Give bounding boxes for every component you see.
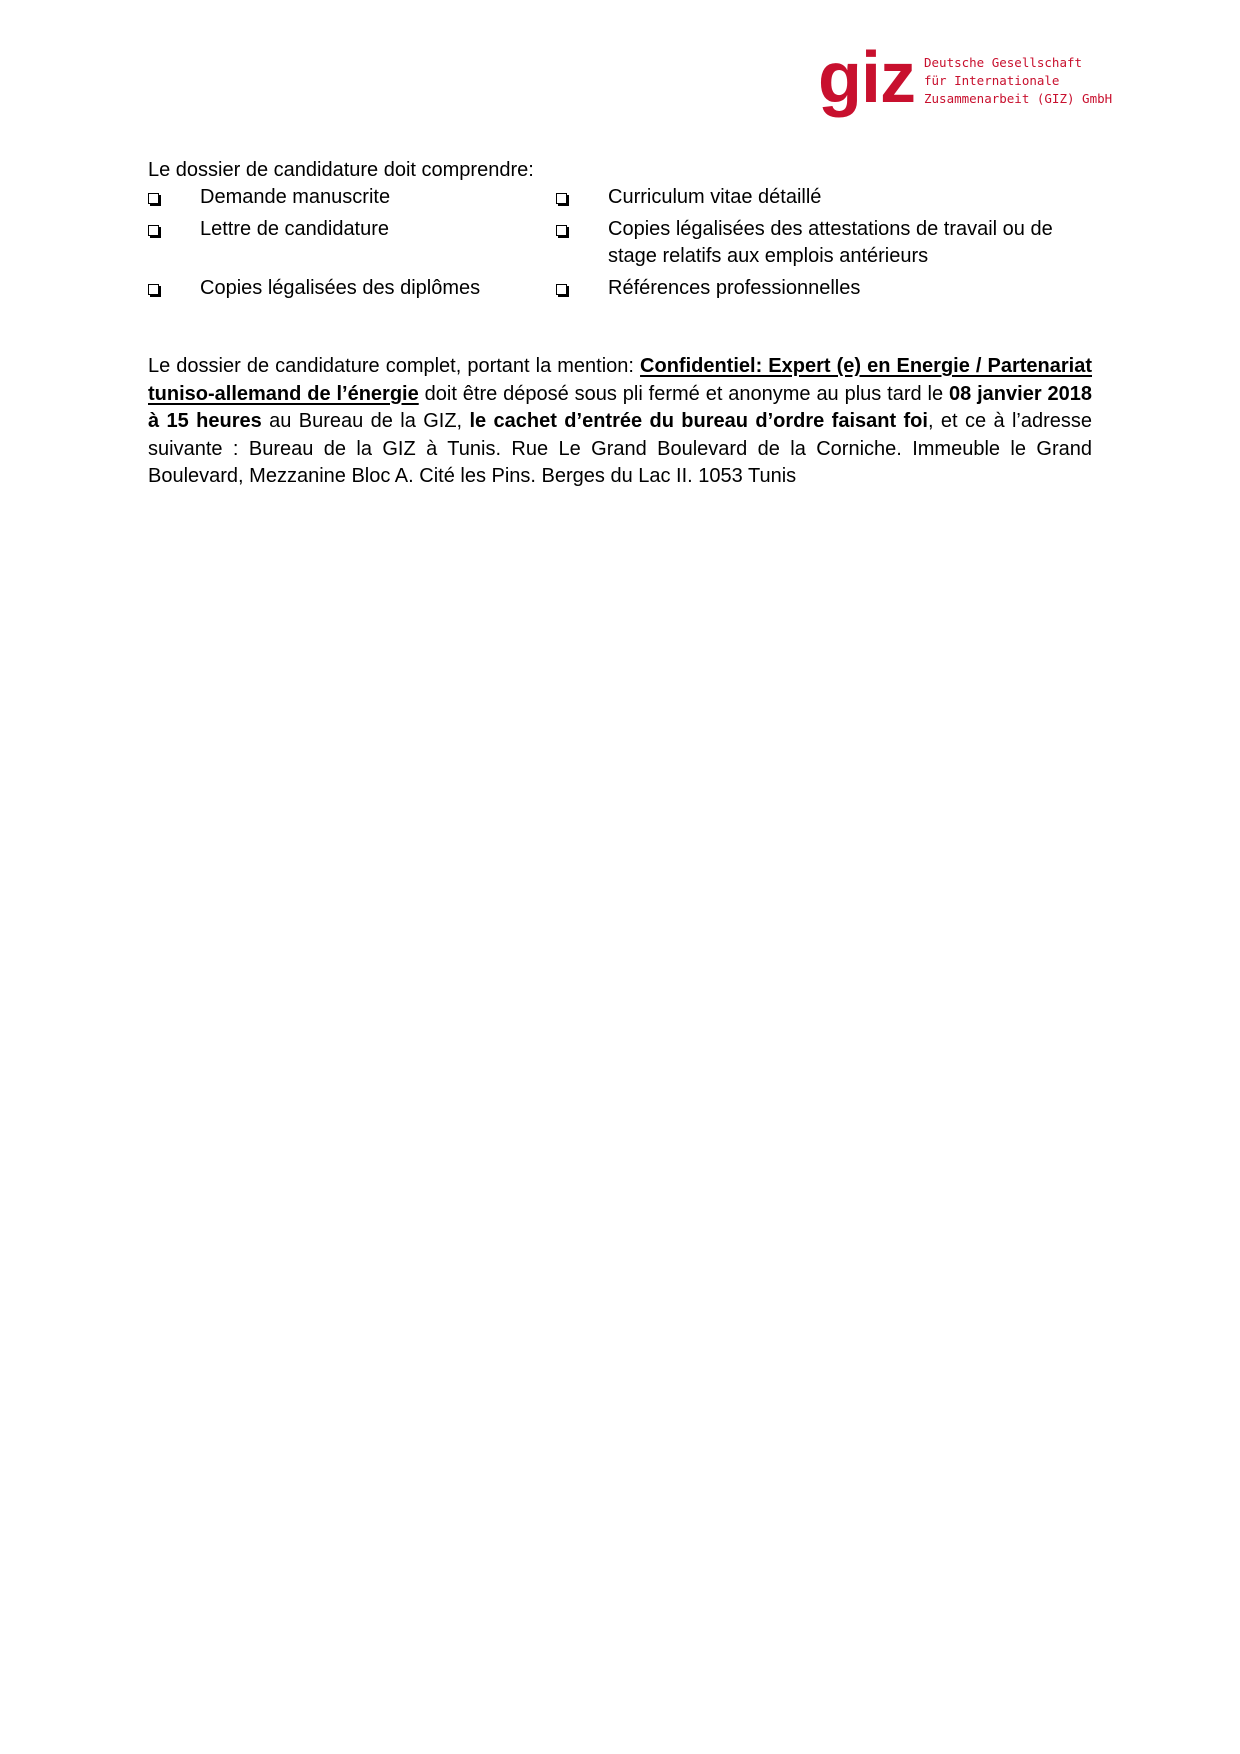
checkbox-icon xyxy=(148,284,159,295)
checklist-item-label: Copies légalisées des diplômes xyxy=(200,277,481,299)
logo-line-3: Zusammenarbeit (GIZ) GmbH xyxy=(924,91,1113,106)
checklist-item xyxy=(148,184,556,211)
checkbox-icon xyxy=(556,193,567,204)
deadline: 08 janvier 2018 à 15 heures xyxy=(148,382,1092,432)
giz-logo xyxy=(818,38,1113,120)
checklist-item xyxy=(148,216,556,270)
checklist-item-label: Demande manuscrite xyxy=(200,186,391,208)
checkbox-icon xyxy=(148,225,159,236)
address-text: , et ce à l’adresse suivante : Bureau de la GIZ à Tunis. Rue Le Grand Boulevard de la Corniche. Immeuble le Grand Boulevard, Mezzanine Bloc A. Cité les Pins. Berges du Lac II. 1053 Tunis xyxy=(148,410,1092,487)
checkbox-icon xyxy=(148,193,159,204)
submission-instructions xyxy=(148,353,1092,491)
checklist-item-label: Copies légalisées des attestations de travail ou de stage relatifs aux emplois antérieurs xyxy=(608,218,1053,267)
checklist-item-label: Lettre de candidature xyxy=(200,218,390,240)
logo-line-2: für Internationale xyxy=(924,73,1060,88)
checkbox-icon xyxy=(556,284,567,295)
checklist-item-label: Références professionnelles xyxy=(608,277,861,299)
giz-logo-text xyxy=(924,54,1112,108)
checklist-intro: Le dossier de candidature doit comprendre: xyxy=(148,159,534,181)
checklist-item xyxy=(556,216,1092,270)
instructions-text: au Bureau de la GIZ, xyxy=(261,410,470,432)
giz-logo-mark: giz xyxy=(818,38,915,118)
checklist-item-label: Curriculum vitae détaillé xyxy=(608,186,822,208)
stamp-clause: le cachet d’entrée du bureau d’ordre faisant foi xyxy=(469,410,928,432)
checklist-item xyxy=(556,275,1092,302)
checklist-item xyxy=(556,184,1092,211)
checkbox-icon xyxy=(556,225,567,236)
document-body xyxy=(148,158,1092,511)
checklist-item xyxy=(148,275,556,302)
logo-line-1: Deutsche Gesellschaft xyxy=(924,55,1083,70)
instructions-text: Le dossier de candidature complet, portant la mention: xyxy=(148,355,641,377)
document-checklist xyxy=(148,184,1092,302)
instructions-text: doit être déposé sous pli fermé et anonyme au plus tard le xyxy=(418,382,949,405)
application-mention: Confidentiel: Expert (e) en Energie / Partenariat tuniso-allemand de l’énergie xyxy=(148,355,1092,405)
